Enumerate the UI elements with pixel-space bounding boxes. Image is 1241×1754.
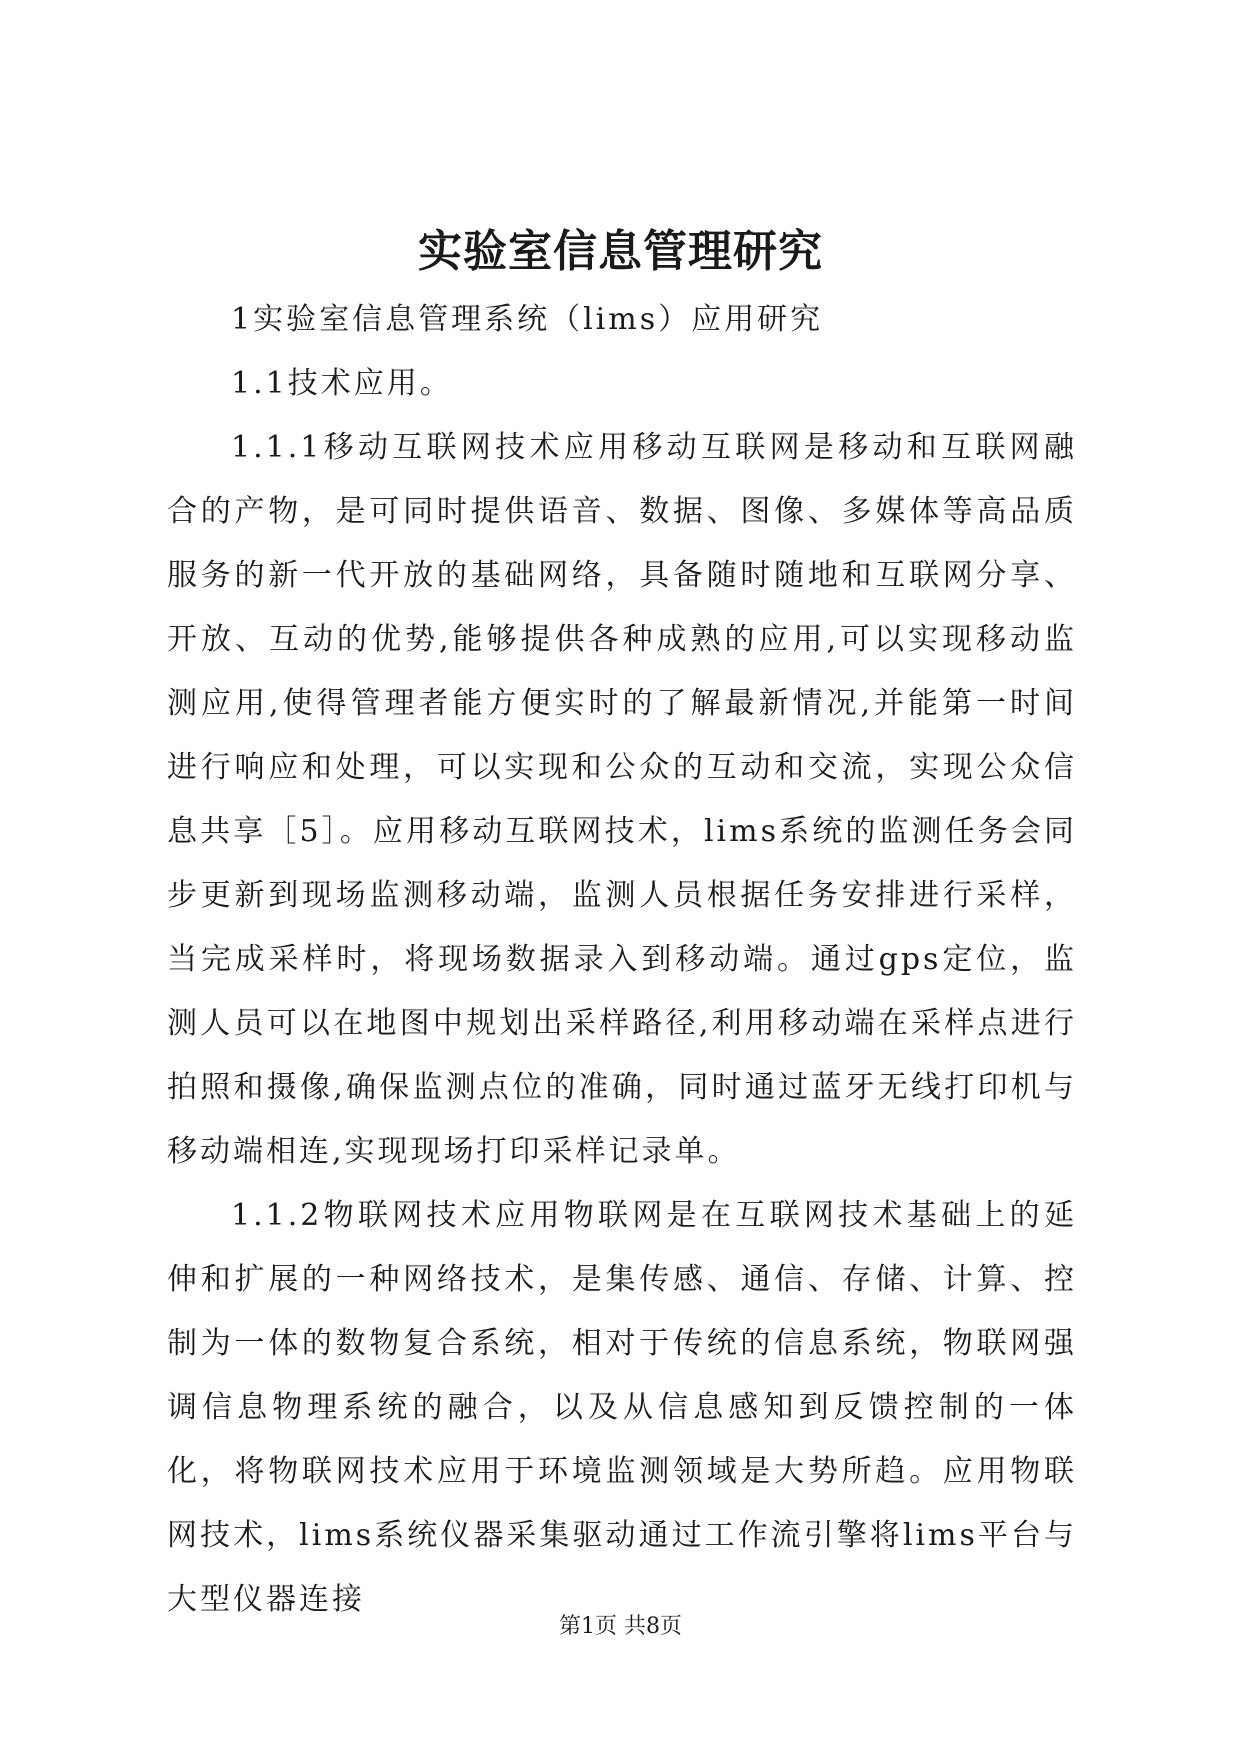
paragraph-iot: 1.1.2物联网技术应用物联网是在互联网技术基础上的延伸和扩展的一种网络技术，是集传感、通信、存储、计算、控制为一体的数物复合系统，相对于传统的信息系统，物联网强调信息物理系统的融合，以及从信息感知到反馈控制的一体化，将物联网技术应用于环境监测领域是大势所趋。应用物联网技术，lims系统仪器采集驱动通过工作流引擎将lims平台与大型仪器连接 [167, 1198, 1077, 1617]
paragraph-mobile-internet: 1.1.1移动互联网技术应用移动互联网是移动和互联网融合的产物，是可同时提供语音、数据、图像、多媒体等高品质服务的新一代开放的基础网络，具备随时随地和互联网分享、开放、互动的优势,能够提供各种成熟的应用,可以实现移动监测应用,使得管理者能方便实时的了解最新情况,并能第一时间进行响应和处理，可以实现和公众的互动和交流，实现公众信息共享［5］。应用移动互联网技术，lims系统的监测任务会同步更新到现场监测移动端，监测人员根据任务安排进行采样，当完成采样时，将现场数据录入到移动端。通过gps定位，监测人员可以在地图中规划出采样路径,利用移动端在采样点进行拍照和摄像,确保监测点位的准确，同时通过蓝牙无线打印机与移动端相连,实现现场打印采样记录单。 [167, 430, 1077, 1169]
document-title: 实验室信息管理研究 [418, 226, 823, 277]
document-body [167, 288, 1077, 1632]
section-heading: 1实验室信息管理系统（lims）应用研究 [231, 302, 824, 337]
page-number-footer: 第1页 共8页 [559, 1614, 682, 1639]
subsection-heading: 1.1技术应用。 [231, 366, 453, 401]
